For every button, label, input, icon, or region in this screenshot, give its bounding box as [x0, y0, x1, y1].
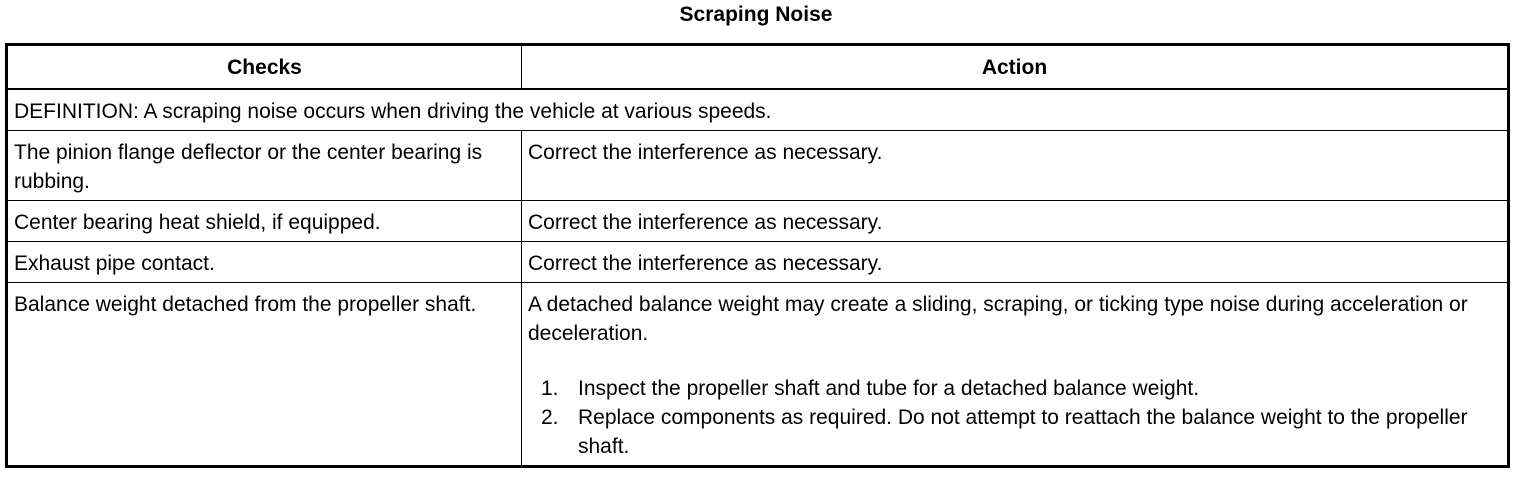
action-cell: Correct the interference as necessary. [522, 131, 1509, 201]
column-header-action: Action [522, 45, 1509, 90]
page-title: Scraping Noise [679, 3, 833, 26]
action-steps-list [528, 374, 1501, 461]
action-text: A detached balance weight may create a sliding, scraping, or ticking type noise during acceleration or deceleration. [528, 293, 1468, 345]
definition-row [7, 89, 1509, 131]
check-cell: Exhaust pipe contact. [7, 242, 522, 283]
table-header-row [7, 45, 1509, 90]
list-item [541, 374, 1501, 403]
action-cell: Correct the interference as necessary. [522, 201, 1509, 242]
table-row [7, 131, 1509, 201]
action-cell [522, 283, 1509, 467]
list-item [541, 403, 1501, 461]
check-cell: The pinion flange deflector or the center bearing is rubbing. [7, 131, 522, 201]
table-row [7, 283, 1509, 467]
troubleshooting-table [5, 43, 1510, 468]
table-row [7, 201, 1509, 242]
column-header-checks: Checks [7, 45, 522, 90]
step-number: 1. [541, 377, 559, 400]
table-row [7, 242, 1509, 283]
definition-text: DEFINITION: A scraping noise occurs when driving the vehicle at various speeds. [7, 89, 1509, 131]
step-text: Replace components as required. Do not attempt to reattach the balance weight to the propeller shaft. [578, 406, 1468, 458]
step-text: Inspect the propeller shaft and tube for a detached balance weight. [578, 377, 1200, 400]
check-cell: Center bearing heat shield, if equipped. [7, 201, 522, 242]
step-number: 2. [541, 406, 559, 429]
action-cell: Correct the interference as necessary. [522, 242, 1509, 283]
check-cell: Balance weight detached from the propeller shaft. [7, 283, 522, 467]
